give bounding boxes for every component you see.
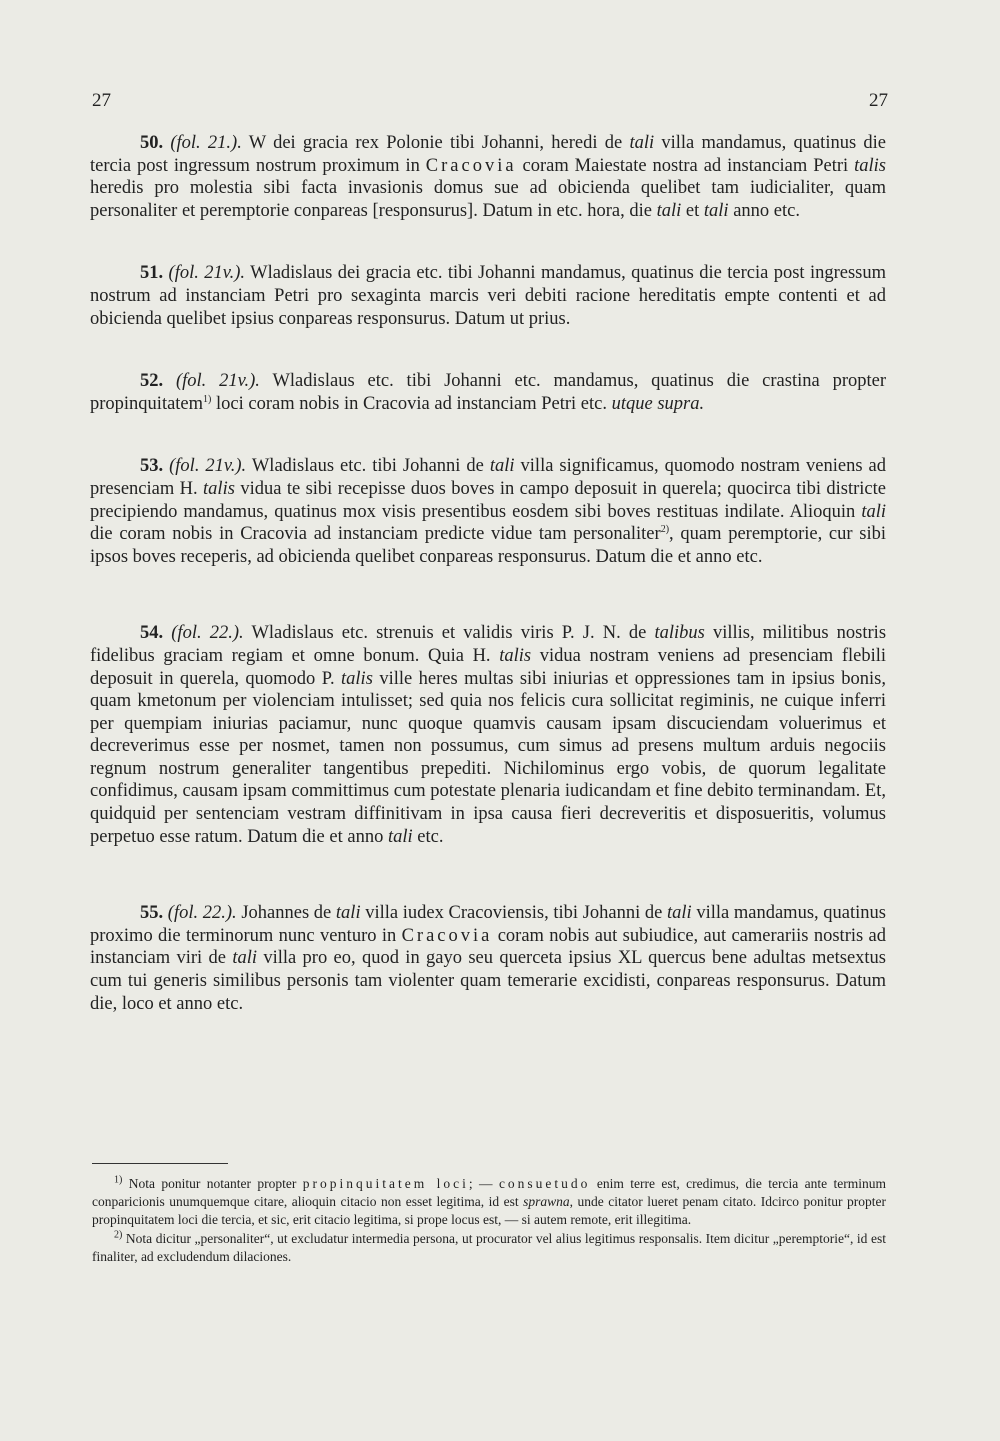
italic-term: tali xyxy=(656,200,682,221)
page-number-left: 27 xyxy=(92,90,111,111)
page-header xyxy=(92,90,888,114)
text-segment: villa pro eo, quod in gayo seu querceta ipsius XL quercus bene adultas metsextus cum tui generis similibus personis tam violenter quam temerarie excidisti, conpareas responsurus. Datum die, loco et anno etc. xyxy=(90,948,886,1014)
text-segment: Wladislaus dei gracia etc. tibi Johanni mandamus, quatinus die tercia post ingressum nostrum ad instanciam Petri pro sexaginta marcis veri debiti racione hereditatis empte contenti et ad obicienda quelibet ipsius conpareas responsurus. Datum ut prius. xyxy=(90,263,887,329)
text-segment: die coram nobis in Cracovia ad instanciam predicte vidue tam personaliter xyxy=(90,524,661,545)
text-segment: vidua te sibi recepisse duos boves in campo deposuit in querela; quocirca tibi districte precipiendo mandamus, quatinus mox visis presentibus eosdem sibi boves restituas indilate. Alioquin xyxy=(90,478,886,522)
spaced-place-name: Cracovia xyxy=(425,155,517,176)
italic-term: talis xyxy=(203,478,235,499)
document-number: 53. xyxy=(140,456,164,477)
footnote-marker: 1) xyxy=(203,393,212,405)
italic-term: tali xyxy=(335,903,361,924)
text-segment: villa mandamus, quatinus proximo die terminorum nunc venturo in xyxy=(90,903,886,946)
text-segment: Nota dicitur „personaliter“, ut excludatur intermedia persona, ut procurator vel alius legitimus responsalis. Item dicitur „peremptorie“, id est finaliter, ad excludendum dilaciones. xyxy=(92,1230,886,1264)
folio-reference: (fol. 22.). xyxy=(167,903,237,924)
text-segment: Wladislaus etc. tibi Johanni etc. mandamus, quatinus die crastina propter propinquitatem xyxy=(90,371,886,414)
text-segment: , unde citator lueret penam citato. Idcirco ponitur propter propinquitatem loci die tercia, et sic, erit citacio legitima, si prope locus est, — si autem remote, erit illegitima. xyxy=(92,1194,886,1228)
document-52 xyxy=(90,370,886,415)
italic-term: tali xyxy=(861,501,886,522)
document-50 xyxy=(90,132,886,222)
text-segment: enim terre est, credimus, die tercia ante terminum conparicionis unumquemque citare, alioquin citacio non esset legitima, id est xyxy=(92,1176,886,1210)
text-segment: anno etc. xyxy=(728,200,800,221)
text-segment: ; — xyxy=(468,1176,499,1191)
document-53 xyxy=(90,455,886,568)
spaced-term: consuetudo xyxy=(498,1176,591,1191)
text-segment: W dei gracia rex Polonie tibi Johanni, heredi de xyxy=(241,133,630,153)
italic-term: sprawna xyxy=(523,1194,570,1210)
footnote-marker: 1) xyxy=(114,1174,123,1186)
text-segment: villa significamus, quomodo nostram veniens ad presenciam H. xyxy=(90,456,886,499)
footnote-marker: 2) xyxy=(660,523,670,535)
footnotes xyxy=(92,1175,886,1266)
footnote-2 xyxy=(92,1230,886,1266)
footnote-marker: 2) xyxy=(114,1229,123,1241)
italic-term: talibus xyxy=(654,623,705,644)
document-55 xyxy=(90,902,886,1015)
text-segment: coram nobis aut subiudice, aut camerariis nostris ad instanciam viri de xyxy=(90,925,886,969)
folio-reference: (fol. 21v.). xyxy=(168,263,246,284)
text-segment: et xyxy=(681,200,704,221)
italic-term: tali xyxy=(667,903,692,924)
text-segment: Wladislaus etc. tibi Johanni de xyxy=(246,456,490,477)
spaced-term: propinquitatem loci xyxy=(302,1176,469,1191)
folio-reference: (fol. 21.). xyxy=(170,133,242,153)
text-segment: villa mandamus, quatinus die tercia post ingressum nostrum proximum in xyxy=(90,133,886,176)
text-segment: Nota ponitur notanter propter xyxy=(122,1176,303,1191)
text-segment: Wladislaus etc. strenuis et validis viris P. J. N. de xyxy=(243,623,655,644)
text-segment: coram Maiestate nostra ad instanciam Petri xyxy=(516,155,855,176)
italic-term: tali xyxy=(703,200,729,221)
text-segment: , quam peremptorie, cur sibi ipsos boves receperis, ad obicienda quelibet conpareas responsurus. Datum die et anno etc. xyxy=(90,524,887,567)
text-segment: vidua nostram veniens ad presenciam flebili deposuit in querela, quomodo P. xyxy=(90,645,886,689)
text-segment: etc. xyxy=(412,826,444,847)
document-number: 54. xyxy=(140,623,164,644)
italic-term: tali xyxy=(232,948,257,969)
italic-term: tali xyxy=(387,826,413,847)
document-number: 55. xyxy=(140,903,164,924)
italic-term: utque supra. xyxy=(611,393,705,414)
document-number: 52. xyxy=(140,371,164,392)
document-number: 51. xyxy=(140,263,164,284)
folio-reference: (fol. 22.). xyxy=(171,623,244,644)
document-51 xyxy=(90,262,886,330)
page-number-right: 27 xyxy=(869,90,888,111)
text-segment: heredis pro molestia sibi facta invasionis domus sue ad obicienda quelibet tam iudicialiter, quam personaliter et peremptorie conpareas [responsurus]. Datum in etc. hora, die xyxy=(90,178,886,221)
footnote-1 xyxy=(92,1175,886,1230)
italic-term: talis xyxy=(499,645,532,666)
document-54 xyxy=(90,622,886,848)
document-number: 50. xyxy=(140,133,164,153)
document-body xyxy=(90,132,886,1015)
text-segment: ville heres multas sibi iniurias et oppressiones tam in ipsius bonis, quam kmetonum per violenciam intulisset; sed quia nos felicis cura sollicitat regiminis, ne cuique inferri per quempiam iniurias paciamur, nunc quoque quamvis causam ipsam discuciendam voluerimus et decreverimus esse per nosmet, tamen non possumus, cum simus ad presens multum arduis negociis regnum nostrum generaliter tangentibus prepediti. Nichilominus ergo vobis, de quorum legalitate confidimus, causam ipsam committimus cum potestate plenaria iudicandam et fine debito terminandam. Et, quidquid per sentenciam vestram diffinitivam in ipsa causa fieri decreveritis et disposueritis, volumus perpetuo esse ratum. Datum die et anno xyxy=(90,668,886,847)
italic-term: talis xyxy=(341,668,373,689)
italic-term: tali xyxy=(629,133,655,153)
text-segment: villis, militibus nostris fidelibus graciam regiam et omne bonum. Quia H. xyxy=(90,623,887,666)
text-segment: loci coram nobis in Cracovia ad instanciam Petri etc. xyxy=(211,393,612,414)
italic-term: tali xyxy=(489,456,515,477)
italic-term: talis xyxy=(854,155,886,176)
text-segment: Johannes de xyxy=(236,903,336,924)
folio-reference: (fol. 21v.). xyxy=(175,371,260,392)
text-segment: villa iudex Cracoviensis, tibi Johanni de xyxy=(360,903,668,924)
spaced-place-name: Cracovia xyxy=(401,925,493,946)
folio-reference: (fol. 21v.). xyxy=(169,456,247,477)
footnote-divider xyxy=(92,1163,228,1164)
